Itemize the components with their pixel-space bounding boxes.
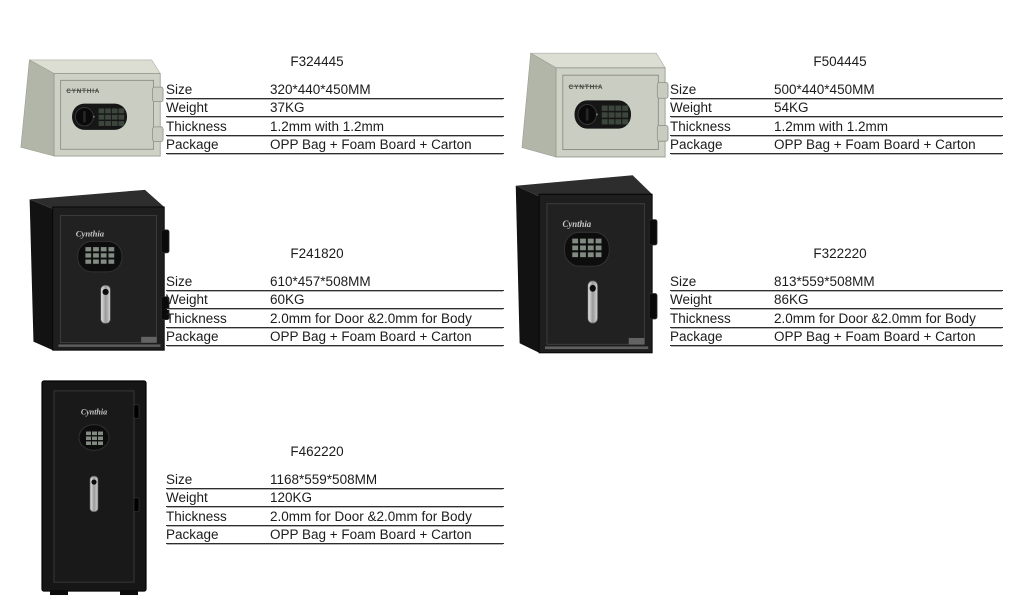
spec-row-size [670,80,1003,99]
spec-value: 320*440*450MM [270,81,371,97]
door-handle [90,476,98,512]
hinge-top [134,405,139,419]
hinge-top [657,83,668,99]
spec-value: 1.2mm with 1.2mm [774,118,889,134]
product-photo-safe-4 [506,171,658,357]
brand-logo-text: Cynthia [75,228,105,239]
spec-value: OPP Bag + Foam Board + Carton [270,329,472,345]
spec-label: Size [166,81,193,97]
spec-value: 86KG [774,292,809,308]
spec-label: Package [166,137,219,153]
product-photo-safe-2 [519,50,669,158]
spec-row-thickness [166,507,504,526]
spec-label: Weight [166,100,208,116]
foot-right [120,590,138,595]
spec-value: 60KG [270,292,305,308]
spec-table-4 [670,272,1003,346]
product-photo-safe-5 [40,379,150,597]
product-model-1: F324445 [290,54,344,69]
spec-row-size [166,272,504,291]
product-model-2: F504445 [813,54,867,69]
spec-row-package [670,136,1003,155]
spec-value: OPP Bag + Foam Board + Carton [774,137,976,153]
spec-row-size [670,272,1003,291]
hinge-top [153,87,163,102]
spec-label: Package [670,329,723,345]
spec-table-2 [670,80,1003,154]
spec-row-weight [166,291,504,310]
product-model-3: F241820 [290,246,344,261]
keypad-lock [78,241,122,272]
spec-label: Size [670,273,697,289]
spec-row-thickness [670,309,1003,328]
spec-value: OPP Bag + Foam Board + Carton [774,329,976,345]
spec-row-package [670,328,1003,347]
spec-row-size [166,470,504,489]
spec-label: Package [166,329,219,345]
spec-label: Thickness [670,310,731,326]
keypad-lock [79,425,109,451]
spec-row-thickness [166,117,504,136]
spec-label: Thickness [166,118,227,134]
door-handle [588,281,598,323]
spec-table-5 [166,470,504,544]
hinge-bottom [153,127,163,142]
spec-row-weight [166,99,504,118]
spec-value: 813*559*508MM [774,273,875,289]
product-model-5: F462220 [290,444,344,459]
label-badge [141,337,156,343]
hinge-bottom [657,125,668,141]
spec-label: Weight [670,292,712,308]
spec-label: Weight [166,490,208,506]
spec-row-package [166,526,504,545]
spec-value: 1168*559*508MM [270,471,378,487]
brand-logo-text: CYNTHIA [66,87,101,95]
base-trim [58,344,160,346]
spec-value: 2.0mm for Door &2.0mm for Body [270,508,472,524]
spec-value: 54KG [774,100,809,116]
spec-value: 610*457*508MM [270,273,371,289]
spec-label: Thickness [670,118,731,134]
spec-row-weight [670,291,1003,310]
spec-label: Package [670,137,723,153]
spec-label: Thickness [166,508,227,524]
spec-table-1 [166,80,504,154]
brand-logo-text: Cynthia [562,218,592,230]
spec-label: Thickness [166,310,227,326]
spec-value: 500*440*450MM [774,81,875,97]
hinge-top [649,220,657,245]
spec-label: Weight [166,292,208,308]
hinge-bottom [134,498,139,512]
spec-row-weight [670,99,1003,118]
keypad-lock [72,104,127,130]
spec-value: 2.0mm for Door &2.0mm for Body [774,310,976,326]
spec-label: Weight [670,100,712,116]
spec-value: 2.0mm for Door &2.0mm for Body [270,310,472,326]
product-photo-safe-1 [18,57,164,157]
spec-row-package [166,328,504,347]
spec-value: 1.2mm with 1.2mm [270,118,385,134]
foot-left [50,590,68,595]
base-trim [545,346,648,349]
hinge-bottom [649,294,657,319]
spec-label: Size [166,273,193,289]
label-badge [629,338,645,344]
spec-row-thickness [670,117,1003,136]
keypad-lock [575,100,631,128]
spec-value: OPP Bag + Foam Board + Carton [270,527,472,543]
spec-label: Size [670,81,697,97]
spec-table-3 [166,272,504,346]
spec-value: 37KG [270,100,305,116]
spec-value: 120KG [270,490,313,506]
door-handle [101,285,111,323]
product-photo-safe-3 [20,186,170,354]
product-model-4: F322220 [813,246,867,261]
spec-value: OPP Bag + Foam Board + Carton [270,137,472,153]
spec-row-size [166,80,504,99]
keypad-lock [564,232,609,266]
spec-row-weight [166,489,504,508]
brand-logo-text: Cynthia [80,407,108,417]
spec-label: Size [166,471,193,487]
spec-label: Package [166,527,219,543]
spec-row-thickness [166,309,504,328]
brand-logo-text: CYNTHIA [568,83,604,91]
spec-row-package [166,136,504,155]
